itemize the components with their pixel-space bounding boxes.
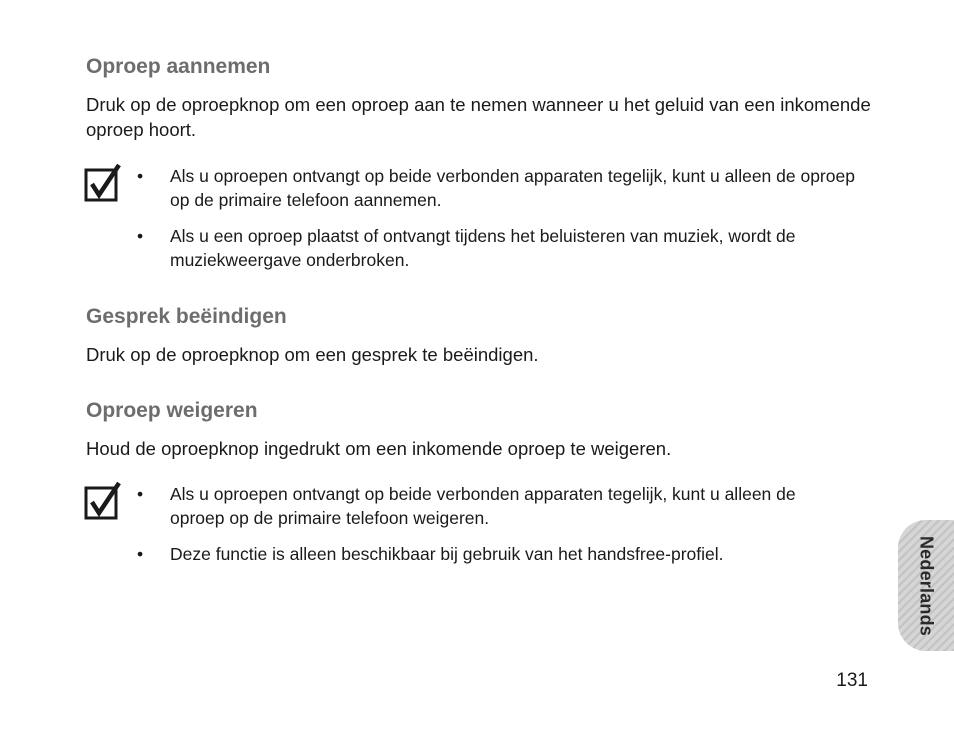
bullet: • [137,166,144,186]
language-side-tab [898,520,954,651]
section-heading-answer-call: Oproep aannemen [86,55,271,78]
checkbox-check-icon [84,164,122,204]
checkbox-check-icon [84,482,122,522]
page-number: 131 [836,670,868,691]
note-item [137,224,857,272]
note-list-answer-call [137,164,857,272]
note-item [137,164,857,212]
note-text: Als u oproepen ontvangt op beide verbonden apparaten tegelijk, kunt u alleen de oproep op de primaire telefoon weigeren. [170,484,796,528]
section-heading-end-call: Gesprek beëindigen [86,305,287,328]
bullet: • [137,226,144,246]
note-item [137,482,837,530]
note-text: Als u een oproep plaatst of ontvangt tijdens het beluisteren van muziek, wordt de muziekweergave onderbroken. [170,226,796,270]
section-body-end-call: Druk op de oproepknop om een gesprek te beëindigen. [86,344,539,365]
note-item [137,542,837,566]
section-body-answer-call: Druk op de oproepknop om een oproep aan te nemen wanneer u het geluid van een inkomende oproep hoort. [86,94,871,140]
note-list-reject-call [137,482,837,566]
section-heading-reject-call: Oproep weigeren [86,399,258,422]
note-text: Deze functie is alleen beschikbaar bij gebruik van het handsfree-profiel. [170,544,724,564]
language-tab-label: Nederlands [916,535,937,636]
note-text: Als u oproepen ontvangt op beide verbonden apparaten tegelijk, kunt u alleen de oproep op de primaire telefoon aannemen. [170,166,855,210]
bullet: • [137,484,144,504]
bullet: • [137,544,144,564]
section-body-reject-call: Houd de oproepknop ingedrukt om een inkomende oproep te weigeren. [86,438,672,459]
